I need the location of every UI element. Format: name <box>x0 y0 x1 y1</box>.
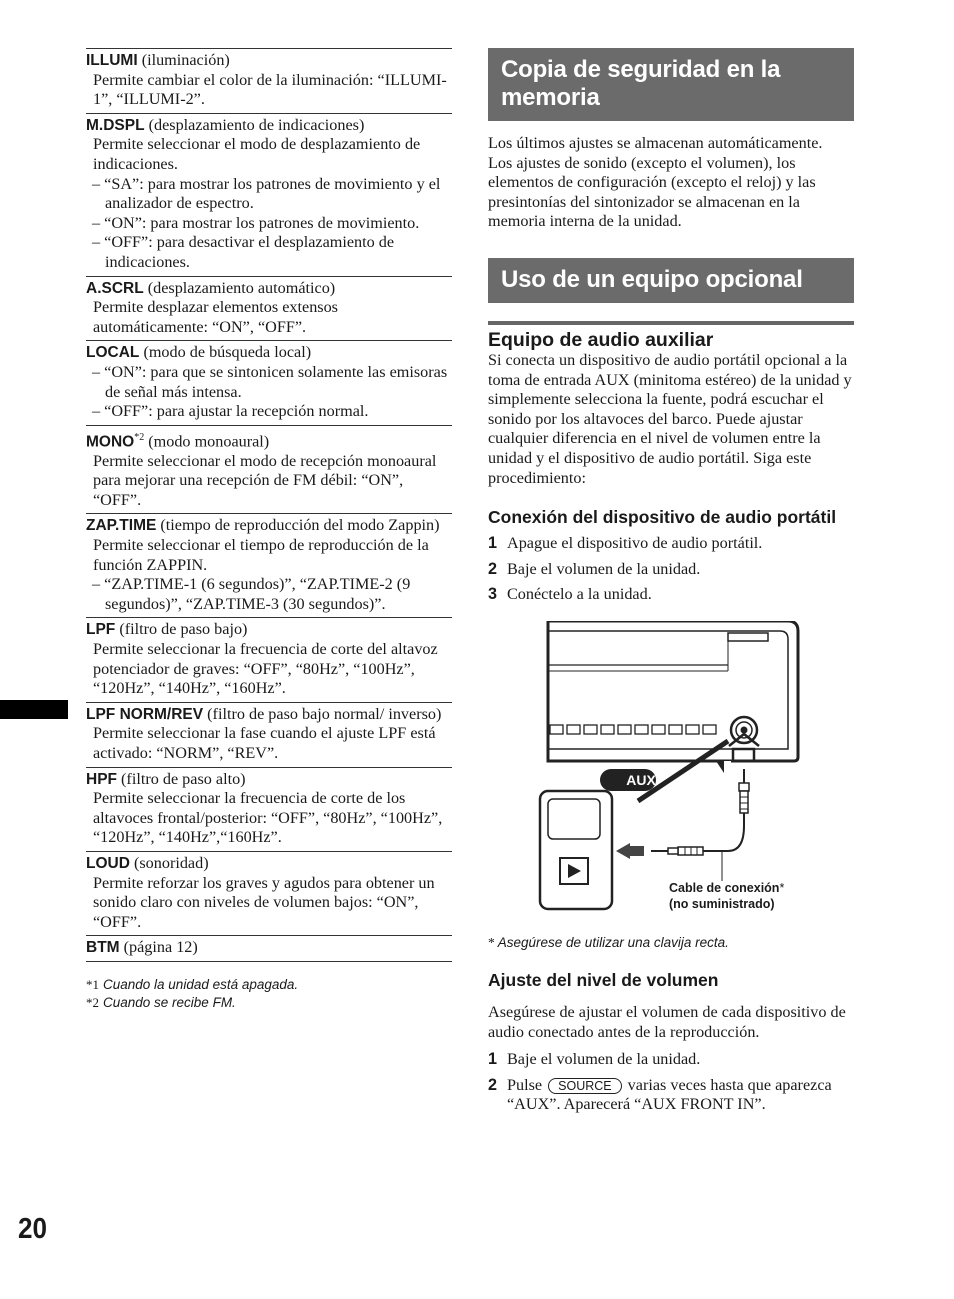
preset-button-icon <box>652 725 665 734</box>
step-number: 3 <box>488 585 498 604</box>
page-number: 20 <box>18 1213 48 1245</box>
setting-entry <box>86 113 452 276</box>
setting-description: Permite cambiar el color de la iluminación: “ILLUMI-1”, “ILLUMI-2”. <box>93 70 447 109</box>
preset-button-icon <box>635 725 648 734</box>
setting-description: Permite seleccionar la fase cuando el ajuste LPF está activado: “NORM”, “REV”. <box>93 724 436 762</box>
right-column <box>488 48 854 1115</box>
setting-term: HPF <box>86 770 117 788</box>
setting-entry <box>86 851 452 935</box>
step-text: Baje el volumen de la unidad. <box>507 559 701 578</box>
subsection-paragraph: Si conecta un dispositivo de audio portátil opcional a la toma de entrada AUX (minitoma estéreo) de la unidad y simplemente selecciona la fuente, podrá escuchar el sonido por los altavoces del barco. Puede ajustar cualquier diferencia en el nivel de volumen entre la unidad y el dispositivo de audio portátil. Siga este procedimiento: <box>488 350 852 487</box>
asterisk-note <box>488 935 854 951</box>
footnote-ref: *2 <box>134 431 145 443</box>
step-number: 2 <box>488 559 498 578</box>
setting-subtitle: (modo monoaural) <box>144 432 270 451</box>
setting-heading <box>86 516 452 536</box>
cable-note: (no suministrado) <box>669 896 775 911</box>
setting-description: Permite seleccionar el modo de recepción monoaural para mejorar una recepción de FM débil: “ON”, “OFF”. <box>93 451 437 509</box>
volume-step-2-post: varias veces hasta que aparezca “AUX”. Aparecerá “AUX FRONT IN”. <box>507 1075 832 1114</box>
setting-heading <box>86 428 452 452</box>
setting-entry <box>86 425 452 514</box>
setting-heading <box>86 116 452 136</box>
setting-option: – “OFF”: para desactivar el desplazamiento de indicaciones. <box>92 233 395 271</box>
cable-label-text: Cable de conexión <box>669 880 780 895</box>
setting-entry <box>86 935 452 962</box>
setting-term: ILLUMI <box>86 52 138 69</box>
volume-step-1 <box>488 1050 854 1070</box>
setting-description: Permite seleccionar la frecuencia de corte de los altavoces frontal/posterior: “OFF”, “80Hz”, “100Hz”, “120Hz”, “140Hz”,“160Hz”. <box>93 789 443 847</box>
setting-term: ZAP.TIME <box>86 517 157 535</box>
setting-subtitle: (desplazamiento automático) <box>143 278 336 297</box>
setting-option: – “SA”: para mostrar los patrones de movimiento y el analizador de espectro. <box>92 174 441 213</box>
source-button-icon: SOURCE <box>548 1078 621 1094</box>
setting-subtitle: (filtro de paso bajo normal/ inverso) <box>203 704 442 723</box>
asterisk-note-mark: * <box>488 934 495 950</box>
setting-term: LPF NORM/REV <box>86 705 204 723</box>
connect-step <box>488 585 854 605</box>
footnote-text: Cuando la unidad está apagada. <box>103 976 299 992</box>
setting-heading <box>86 620 452 640</box>
footnotes <box>86 976 452 1013</box>
setting-option: – “ON”: para que se sintonicen solamente las emisoras de señal más intensa. <box>92 362 448 401</box>
setting-subtitle: (desplazamiento de indicaciones) <box>144 115 365 134</box>
setting-heading <box>86 770 452 790</box>
stereo-plug-horizontal <box>651 847 703 855</box>
footnote-mark: *1 <box>86 976 99 992</box>
setting-entry <box>86 340 452 424</box>
setting-description: Permite seleccionar el tiempo de reproducción de la función ZAPPIN. <box>93 536 429 574</box>
setting-subtitle: (filtro de paso bajo) <box>115 620 248 639</box>
setting-subtitle: (página 12) <box>119 938 198 957</box>
aux-connection-diagram <box>488 621 854 921</box>
step-text: Apague el dispositivo de audio portátil. <box>507 534 763 553</box>
setting-entry <box>86 767 452 851</box>
head-unit-illustration <box>548 621 798 761</box>
volume-title: Ajuste del nivel de volumen <box>488 969 719 990</box>
setting-term: LOCAL <box>86 344 140 362</box>
setting-term: BTM <box>86 939 120 957</box>
preset-button-icon <box>601 725 614 734</box>
volume-step-2-pre: Pulse <box>507 1075 543 1094</box>
volume-step-1-number: 1 <box>488 1050 498 1069</box>
connect-steps <box>488 534 854 605</box>
setting-option: – “ON”: para mostrar los patrones de movimiento. <box>92 213 420 232</box>
setting-entry <box>86 617 452 701</box>
volume-step-2 <box>488 1076 854 1115</box>
preset-button-icon <box>618 725 631 734</box>
setting-heading <box>86 343 452 363</box>
preset-button-icon <box>703 725 716 734</box>
connect-step <box>488 534 854 554</box>
preset-button-icon <box>669 725 682 734</box>
preset-button-icon <box>567 725 580 734</box>
setting-subtitle: (iluminación) <box>137 51 230 69</box>
backup-paragraph-1: Los últimos ajustes se almacenan automáticamente. <box>488 134 823 152</box>
setting-entry <box>86 276 452 341</box>
volume-step-1-text: Baje el volumen de la unidad. <box>507 1050 701 1069</box>
setting-option: – “ZAP.TIME-1 (6 segundos)”, “ZAP.TIME-2 (9 segundos)”, “ZAP.TIME-3 (30 segundos)”. <box>92 575 411 613</box>
step-text: Conéctelo a la unidad. <box>507 585 652 604</box>
cable-label-mark: * <box>779 880 785 895</box>
section-banner-backup: Copia de seguridad en la memoria <box>488 48 854 121</box>
step-number: 1 <box>488 534 498 553</box>
backup-paragraph-2: Los ajustes de sonido (excepto el volumen), los elementos de configuración (excepto el reloj) y las presintonías del sintonizador se almacenan en la memoria interna de la unidad. <box>488 153 816 231</box>
setting-description: Permite desplazar elementos extensos automáticamente: “ON”, “OFF”. <box>93 298 338 336</box>
footnote-text: Cuando se recibe FM. <box>103 995 236 1011</box>
stereo-plug-vertical <box>739 769 749 813</box>
settings-list <box>86 48 452 1013</box>
setting-term: LPF <box>86 621 116 639</box>
volume-step-2-number: 2 <box>488 1075 498 1094</box>
cable-label <box>669 880 784 896</box>
aux-jack-icon <box>731 717 757 743</box>
setting-description: Permite seleccionar el modo de desplazamiento de indicaciones. <box>93 135 421 173</box>
subsection-rule <box>488 321 854 325</box>
setting-term: MONO <box>86 433 135 451</box>
setting-heading <box>86 279 452 299</box>
setting-description: Permite seleccionar la frecuencia de corte del altavoz potenciador de graves: “OFF”, “80Hz”, “100Hz”, “120Hz”, “140Hz”, “160Hz”. <box>93 640 438 698</box>
subsection-title: Equipo de audio auxiliar <box>488 328 714 351</box>
portable-audio-device-icon <box>540 791 612 909</box>
setting-subtitle: (sonoridad) <box>129 853 209 872</box>
setting-heading <box>86 938 452 958</box>
preset-button-icon <box>686 725 699 734</box>
setting-option: – “OFF”: para ajustar la recepción normal. <box>92 402 369 421</box>
setting-heading <box>86 705 452 725</box>
footnote-mark: *2 <box>86 995 99 1011</box>
aux-label: AUX <box>626 771 656 788</box>
setting-subtitle: (modo de búsqueda local) <box>139 343 312 362</box>
connect-step <box>488 560 854 580</box>
setting-subtitle: (tiempo de reproducción del modo Zappin) <box>156 516 440 535</box>
setting-term: A.SCRL <box>86 279 144 297</box>
preset-button-icon <box>550 725 563 734</box>
setting-subtitle: (filtro de paso alto) <box>117 769 246 788</box>
section-banner-optional: Uso de un equipo opcional <box>488 258 854 303</box>
volume-paragraph: Asegúrese de ajustar el volumen de cada dispositivo de audio conectado antes de la reproducción. <box>488 1002 846 1041</box>
setting-term: LOUD <box>86 854 130 872</box>
asterisk-note-text: Asegúrese de utilizar una clavija recta. <box>497 934 729 950</box>
preset-button-icon <box>584 725 597 734</box>
setting-entry <box>86 702 452 767</box>
setting-description: Permite reforzar los graves y agudos para obtener un sonido claro con niveles de volumen bajos: “ON”, “OFF”. <box>93 873 435 931</box>
connect-title: Conexión del dispositivo de audio portátil <box>488 507 837 528</box>
footnote <box>86 976 452 995</box>
footnote <box>86 994 452 1013</box>
setting-heading <box>86 854 452 874</box>
setting-term: M.DSPL <box>86 116 145 134</box>
setting-entry <box>86 48 452 113</box>
setting-heading <box>86 51 452 71</box>
section-tab-marker <box>0 700 68 719</box>
setting-entry <box>86 513 452 617</box>
diagram-drawing <box>488 621 854 921</box>
